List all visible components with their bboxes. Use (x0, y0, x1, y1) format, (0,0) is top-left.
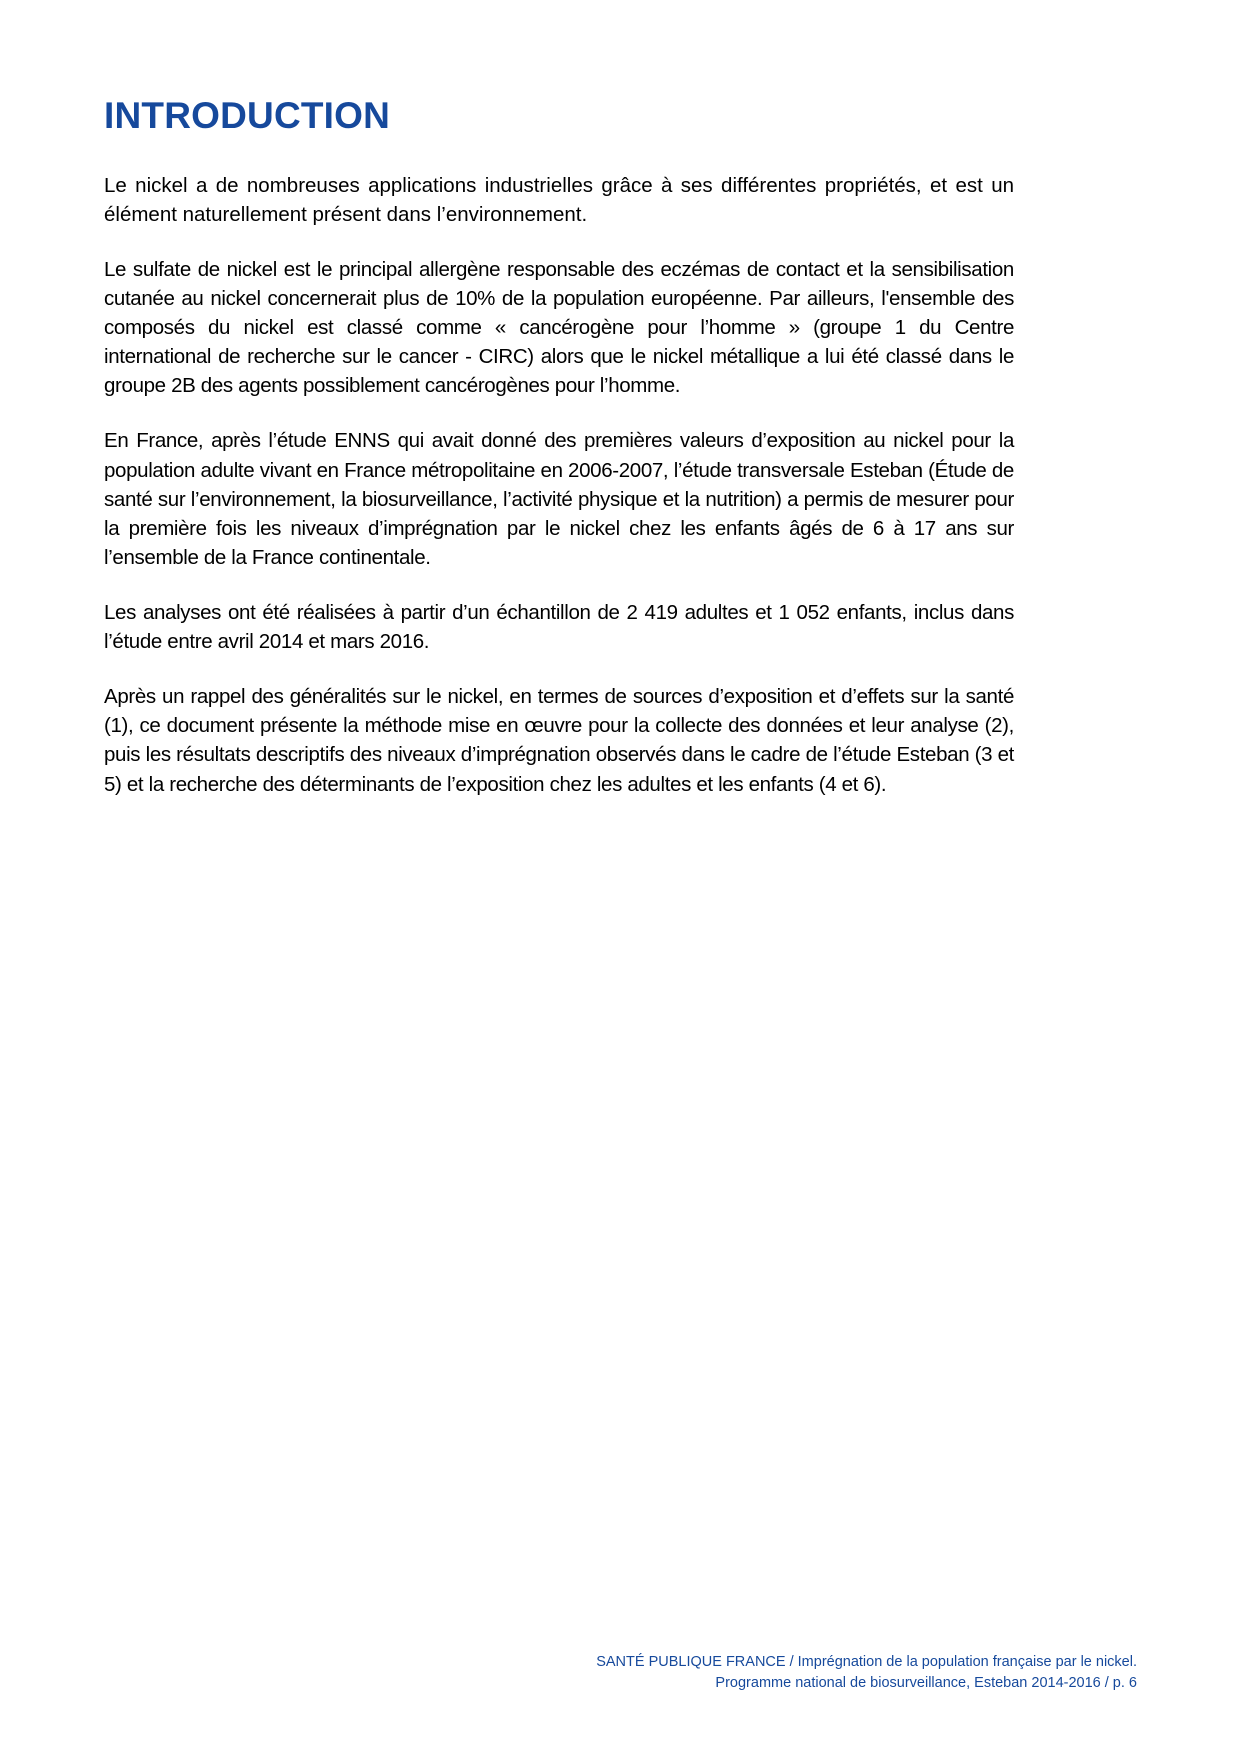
paragraph-france-enns-esteban: En France, après l’étude ENNS qui avait donné des premières valeurs d’exposition au nickel pour la population adulte vivant en France métropolitaine en 2006-2007, l’étude transversale Esteban (Étude de santé sur l’environnement, la biosurveillance, l’activité physique et la nutrition) a permis de mesurer pour la première fois les niveaux d’imprégnation par le nickel chez les enfants âgés de 6 à 17 ans sur l’ensemble de la France continentale. (104, 429, 1014, 569)
page-title: INTRODUCTION (104, 95, 391, 136)
footer-line-program-page: Programme national de biosurveillance, Esteban 2014-2016 / p. 6 (715, 1675, 1137, 1692)
footer-line-organization: SANTÉ PUBLIQUE FRANCE / Imprégnation de la population française par le nickel. (596, 1653, 1137, 1670)
paragraph-nickel-sulfate-allergen: Le sulfate de nickel est le principal allergène responsable des eczémas de contact et la sensibilisation cutanée au nickel concernerait plus de 10% de la population européenne. Par ailleurs, l'ensemble des composés du nickel est classé comme « cancérogène pour l’homme » (groupe 1 du Centre international de recherche sur le cancer - CIRC) alors que le nickel métallique a lui été classé dans le groupe 2B des agents possiblement cancérogènes pour l’homme. (104, 257, 1014, 398)
paragraph-sample-analyses: Les analyses ont été réalisées à partir d’un échantillon de 2 419 adultes et 1 052 enfants, inclus dans l’étude entre avril 2014 et mars 2016. (104, 601, 1014, 654)
paragraph-intro-nickel-applications: Le nickel a de nombreuses applications industrielles grâce à ses différentes propriétés, et est un élément naturellement présent dans l’environnement. (104, 173, 1014, 226)
page-footer (104, 1652, 1137, 1696)
page-content (104, 96, 1014, 799)
paragraph-document-structure: Après un rappel des généralités sur le nickel, en termes de sources d’exposition et d’effets sur la santé (1), ce document présente la méthode mise en œuvre pour la collecte des données et leur analyse (2), puis les résultats descriptifs des niveaux d’imprégnation observés dans le cadre de l’étude Esteban (3 et 5) et la recherche des déterminants de l’exposition chez les adultes et les enfants (4 et 6). (104, 685, 1014, 796)
